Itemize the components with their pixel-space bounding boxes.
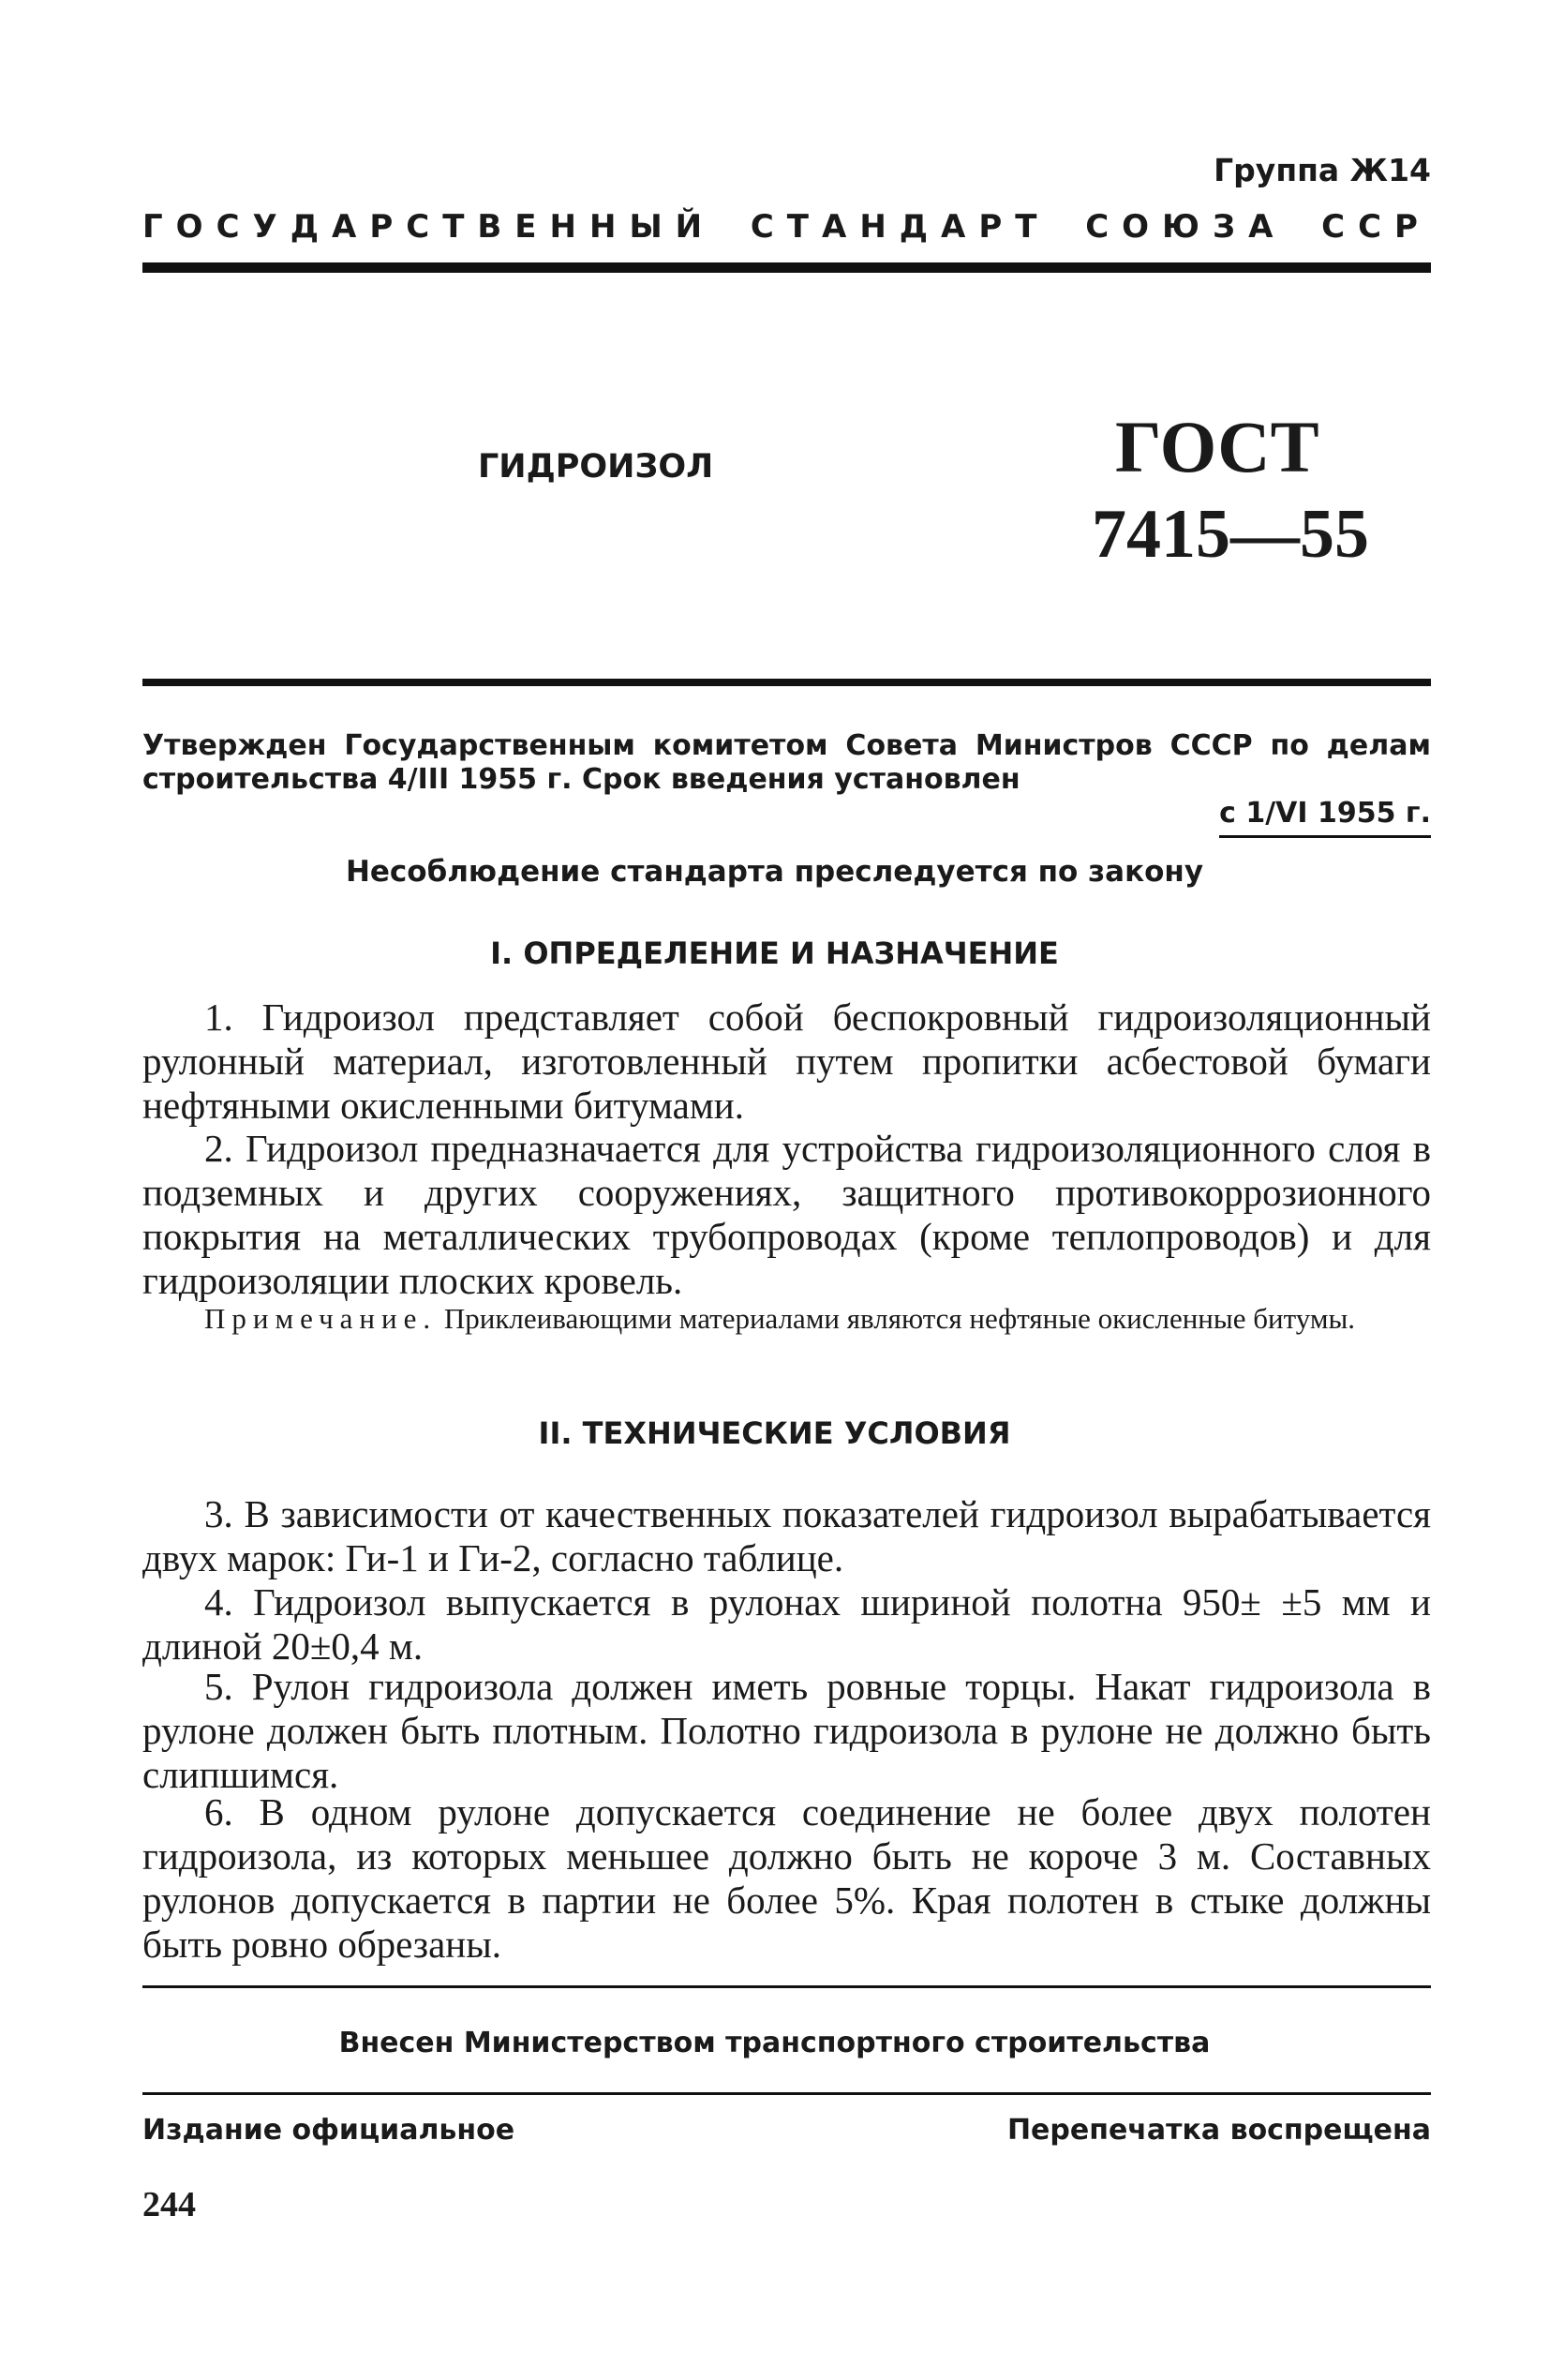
paragraph: 5. Рулон гидроизола должен иметь ровные торцы. Накат гидроизола в рулоне должен быть плотным. Полотно гидроизола в рулоне не должно быть слипшимся. [142, 1665, 1431, 1796]
note-text: Приклеивающими материалами являются нефтяные окисленные битумы. [443, 1302, 1356, 1335]
approval-text: Утвержден Государственным комитетом Совета Министров СССР по делам строительства 4/III 1955 г. Срок введения установлен [142, 729, 1431, 796]
gost-number: 7415—55 [1092, 496, 1369, 573]
edition-label: Издание официальное [142, 2114, 515, 2147]
paragraph: 6. В одном рулоне допускается соединение не более двух полотен гидроизола, из которых меньшее должно быть не короче 3 м. Составных рулонов допускается в партии не более 5%. Края полотен в стыке должны быть ровно обрезаны. [142, 1790, 1431, 1966]
note-label: Примечание. [204, 1302, 438, 1335]
section-title: II. ТЕХНИЧЕСКИЕ УСЛОВИЯ [538, 1415, 1011, 1451]
paragraph: 2. Гидроизол предназначается для устройства гидроизоляционного слоя в подземных и других сооружениях, защитного противокоррозионного покрытия на металлических трубопроводах (кроме теплопроводов) и для гидроизоляции плоских кровель. [142, 1127, 1431, 1302]
gost-label: ГОСТ [1115, 406, 1319, 487]
paragraph: 3. В зависимости от качественных показателей гидроизол вырабатывается двух марок: Ги-1 и Ги-2, согласно таблице. [142, 1492, 1431, 1579]
paragraph: 1. Гидроизол представляет собой беспокровный гидроизоляционный рулонный материал, изготовленный путем пропитки асбестовой бумаги нефтяными окисленными битумами. [142, 995, 1431, 1127]
submitted-by: Внесен Министерством транспортного строительства [338, 2027, 1211, 2059]
state-standard-word: ГОСУДАРСТВЕННЫЙ [142, 208, 716, 246]
state-standard-word: СОЮЗА [1085, 208, 1287, 246]
document-name: ГИДРОИЗОЛ [478, 448, 714, 486]
footer-rule [142, 2092, 1431, 2095]
law-notice: Несоблюдение стандарта преследуется по закону [345, 855, 1204, 889]
state-standard-word: СТАНДАРТ [750, 208, 1050, 246]
title-rule [142, 679, 1431, 686]
section-title: I. ОПРЕДЕЛЕНИЕ И НАЗНАЧЕНИЕ [490, 936, 1059, 971]
state-standard-word: ССР [1321, 208, 1431, 246]
effective-date: с 1/VI 1955 г. [1219, 797, 1431, 838]
note [142, 1301, 1431, 1337]
page-number: 244 [142, 2185, 196, 2224]
paragraph: 4. Гидроизол выпускается в рулонах шириной полотна 950± ±5 мм и длиной 20±0,4 м. [142, 1580, 1431, 1668]
header-rule [142, 262, 1431, 273]
footer-rule [142, 1985, 1431, 1988]
group-label: Группа Ж14 [1214, 152, 1431, 188]
reprint-notice: Перепечатка воспрещена [1006, 2114, 1431, 2147]
state-standard-heading [142, 208, 1431, 246]
